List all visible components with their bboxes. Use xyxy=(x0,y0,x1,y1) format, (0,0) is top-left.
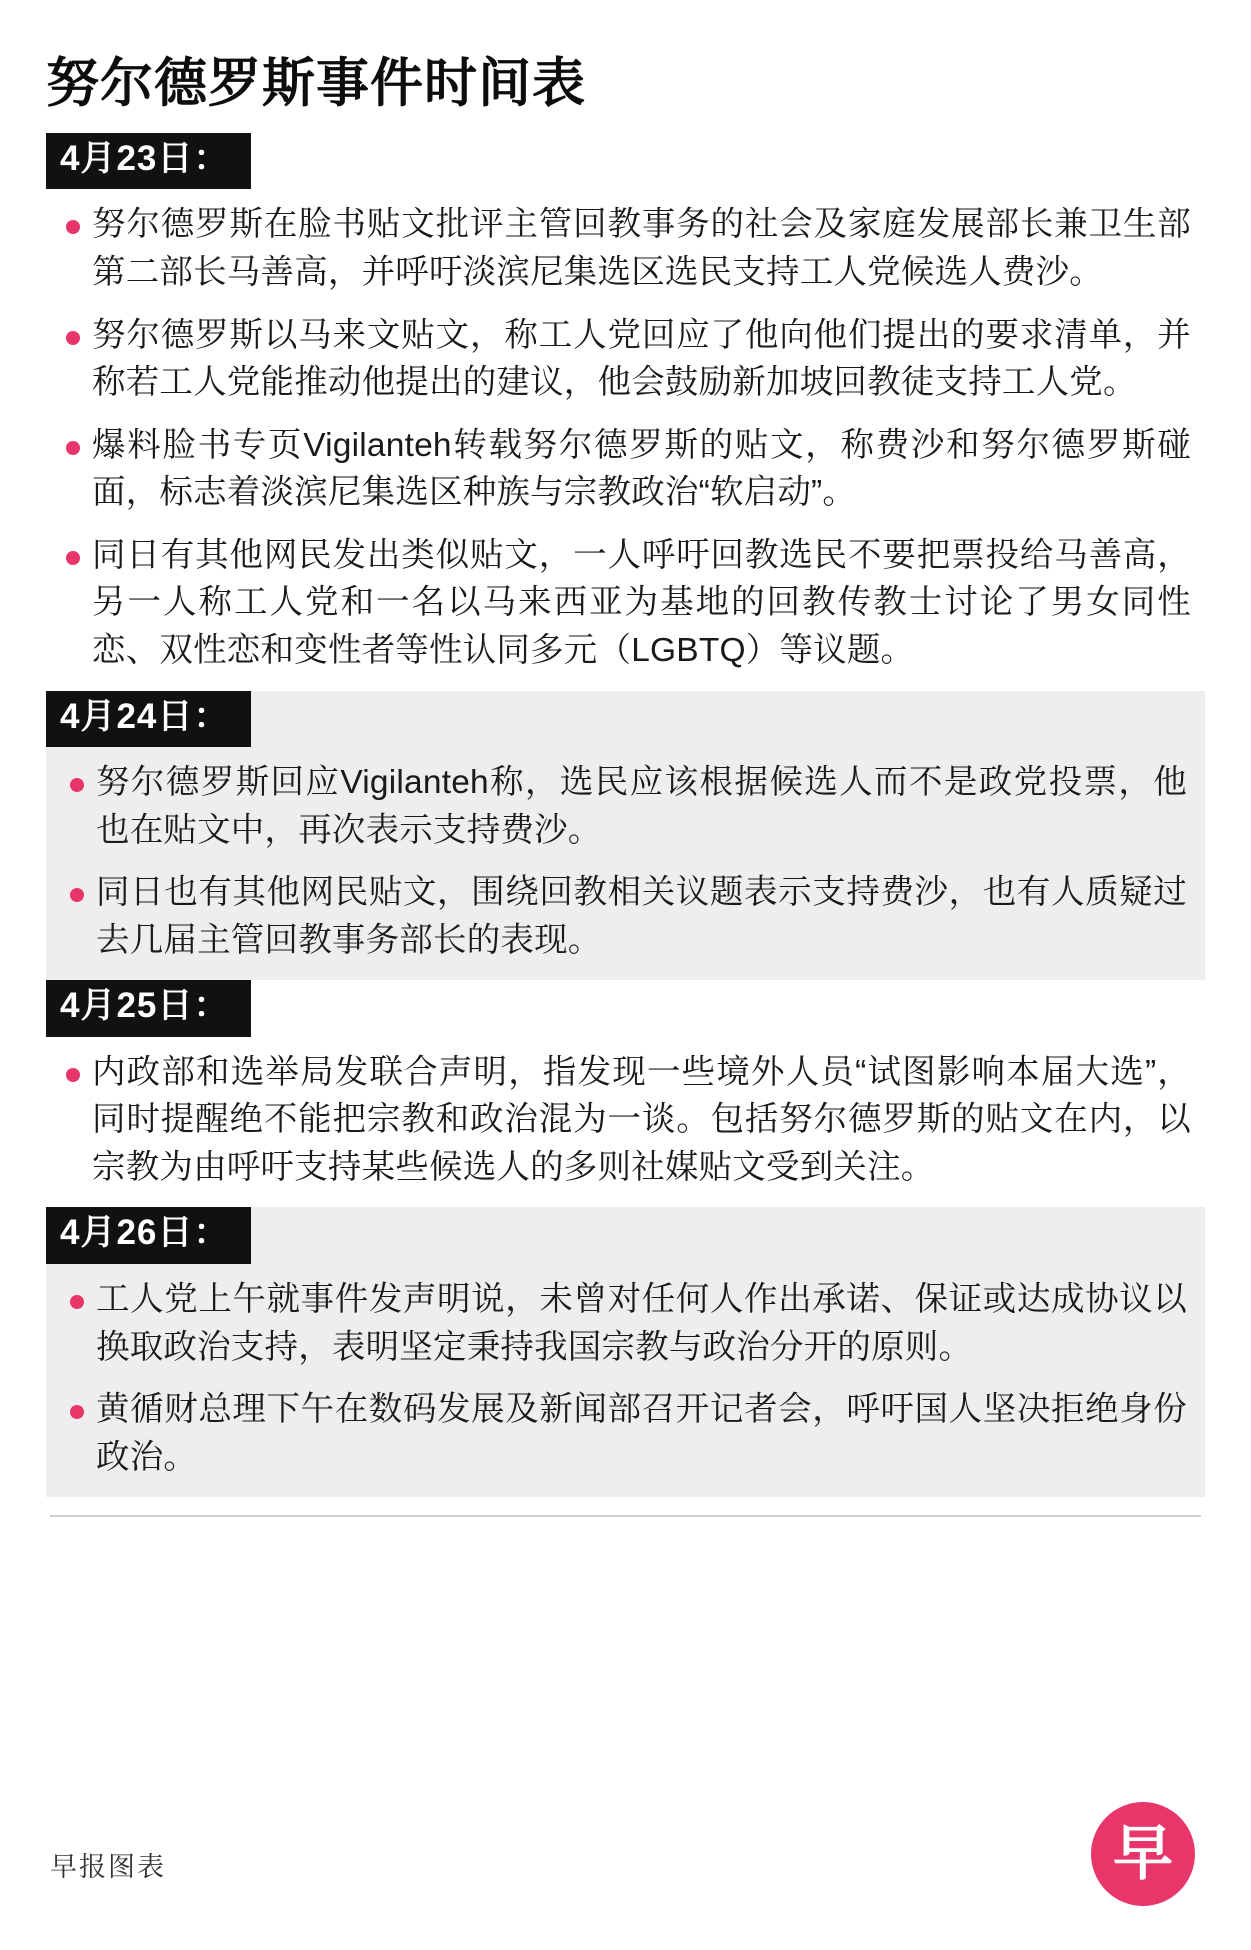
list-item xyxy=(58,532,1191,675)
bullet-dot-icon xyxy=(70,1295,84,1309)
timeline-section-3 xyxy=(46,980,1205,1207)
bullet-dot-icon xyxy=(66,551,80,565)
date-tag-row-4 xyxy=(46,1207,1205,1264)
bullet-dot-icon xyxy=(66,331,80,345)
list-item xyxy=(58,1049,1191,1192)
section-body-1 xyxy=(46,189,1205,690)
timeline-section-4 xyxy=(46,1207,1205,1497)
bullet-list-3 xyxy=(52,1037,1199,1208)
date-tag-row-1 xyxy=(46,133,1205,190)
list-item-text: 内政部和选举局发联合声明，指发现一些境外人员“试图影响本届大选”，同时提醒绝不能把宗教和政治混为一谈。包括努尔德罗斯的贴文在内，以宗教为由呼吁支持某些候选人的多则社媒贴文受到关注。 xyxy=(92,1053,1191,1186)
footer xyxy=(46,1796,1205,1906)
bullet-list-4 xyxy=(56,1264,1195,1497)
list-item-text: 同日有其他网民发出类似贴文，一人呼吁回教选民不要把票投给马善高，另一人称工人党和一名以马来西亚为基地的回教传教士讨论了男女同性恋、双性恋和变性者等性认同多元（LGBTQ）等议题。 xyxy=(92,536,1191,669)
list-item xyxy=(58,312,1191,407)
list-item xyxy=(62,1276,1187,1371)
bullet-dot-icon xyxy=(66,1068,80,1082)
list-item xyxy=(58,422,1191,517)
bullet-list-2 xyxy=(56,747,1195,980)
list-item-text: 努尔德罗斯以马来文贴文，称工人党回应了他向他们提出的要求清单，并称若工人党能推动他提出的建议，他会鼓励新加坡回教徒支持工人党。 xyxy=(92,316,1191,402)
date-tag: 4月25日： xyxy=(46,980,251,1037)
list-item xyxy=(62,1386,1187,1481)
list-item-text: 努尔德罗斯回应Vigilanteh称，选民应该根据候选人而不是政党投票，他也在贴文中，再次表示支持费沙。 xyxy=(96,764,1187,849)
bullet-dot-icon xyxy=(70,1405,84,1419)
section-body-4 xyxy=(46,1264,1205,1497)
bullet-dot-icon xyxy=(70,888,84,902)
date-tag-row-2 xyxy=(46,691,1205,748)
page-title: 努尔德罗斯事件时间表 xyxy=(46,54,586,113)
date-tag-row-3 xyxy=(46,980,1205,1037)
list-item-text: 黄循财总理下午在数码发展及新闻部召开记者会，呼吁国人坚决拒绝身份政治。 xyxy=(96,1391,1187,1476)
bullet-dot-icon xyxy=(66,220,80,234)
timeline-section-2 xyxy=(46,691,1205,981)
section-body-2 xyxy=(46,747,1205,980)
list-item xyxy=(62,759,1187,854)
bullet-dot-icon xyxy=(70,778,84,792)
zaobao-logo-icon: 早 xyxy=(1091,1802,1195,1906)
list-item xyxy=(62,869,1187,964)
section-body-3 xyxy=(46,1037,1205,1208)
date-tag: 4月24日： xyxy=(46,691,251,748)
list-item-text: 工人党上午就事件发声明说，未曾对任何人作出承诺、保证或达成协议以换取政治支持，表明坚定秉持我国宗教与政治分开的原则。 xyxy=(96,1280,1187,1366)
bullet-dot-icon xyxy=(66,441,80,455)
footer-credit: 早报图表 xyxy=(50,1852,166,1883)
footer-divider xyxy=(50,1515,1201,1517)
list-item-text: 努尔德罗斯在脸书贴文批评主管回教事务的社会及家庭发展部长兼卫生部第二部长马善高，并呼吁淡滨尼集选区选民支持工人党候选人费沙。 xyxy=(92,206,1191,291)
date-tag: 4月26日： xyxy=(46,1207,251,1264)
date-tag: 4月23日： xyxy=(46,133,251,190)
list-item-text: 爆料脸书专页Vigilanteh转载努尔德罗斯的贴文，称费沙和努尔德罗斯碰面，标志着淡滨尼集选区种族与宗教政治“软启动”。 xyxy=(92,426,1191,512)
list-item xyxy=(58,201,1191,296)
list-item-text: 同日也有其他网民贴文，围绕回教相关议题表示支持费沙，也有人质疑过去几届主管回教事务部长的表现。 xyxy=(96,874,1187,959)
bullet-list-1 xyxy=(52,189,1199,690)
timeline-section-1 xyxy=(46,133,1205,691)
